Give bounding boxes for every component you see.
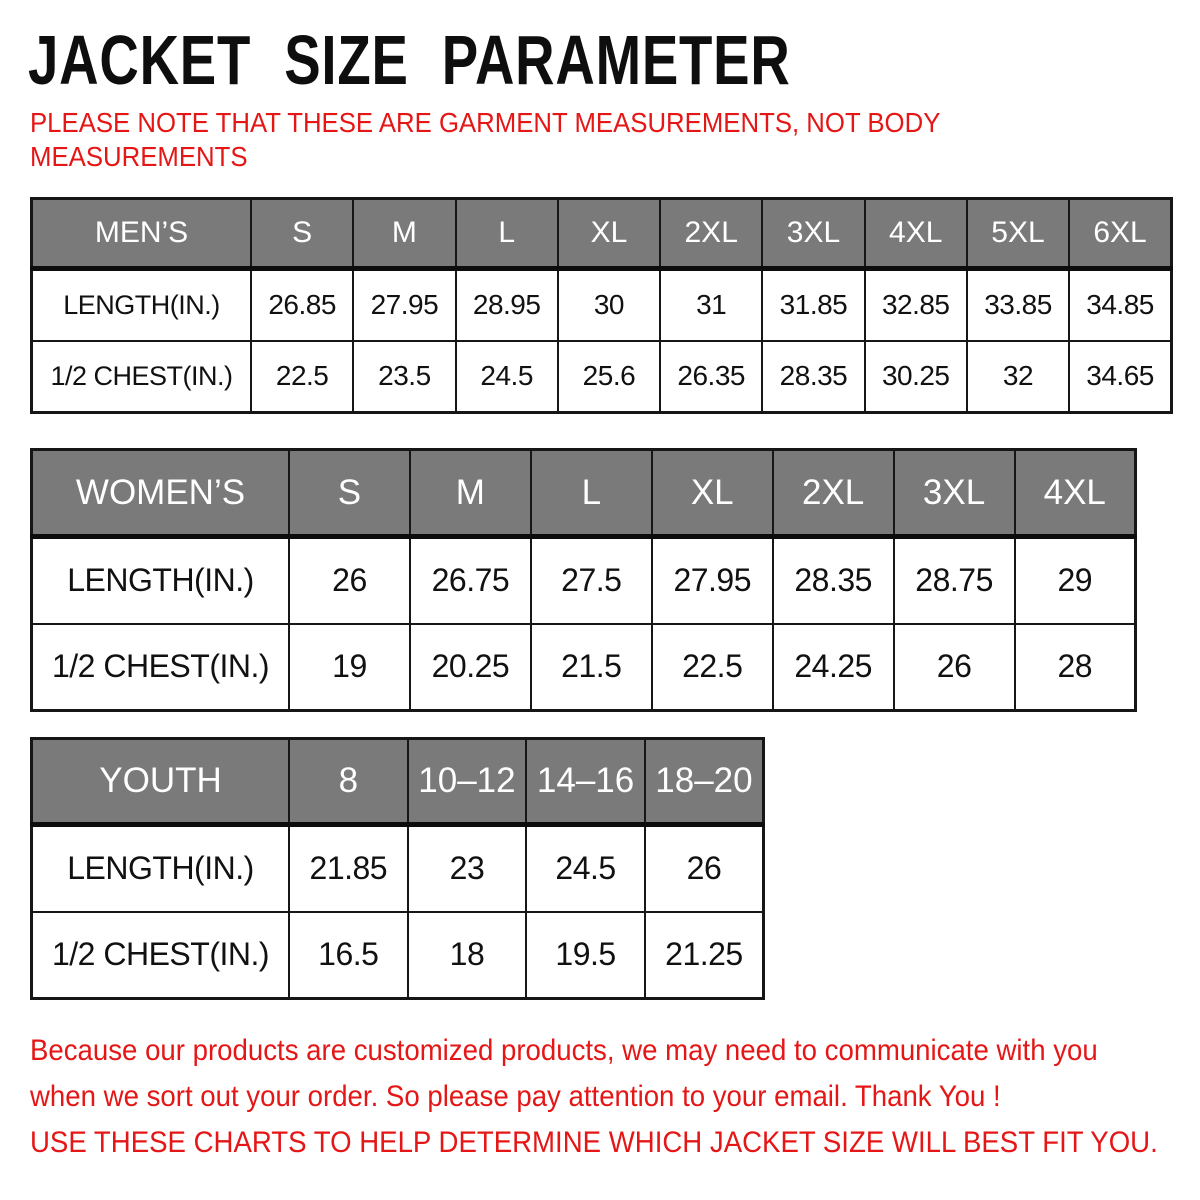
youth-size-table bbox=[30, 737, 765, 1000]
size-value-cell: 28 bbox=[1015, 624, 1136, 711]
note-line-2: MEASUREMENTS bbox=[30, 141, 248, 172]
size-value-cell: 19.5 bbox=[526, 912, 645, 999]
size-value-cell: 23.5 bbox=[353, 341, 455, 413]
size-value-cell: 21.25 bbox=[645, 912, 764, 999]
size-value-cell: 26.75 bbox=[410, 537, 531, 624]
size-value-cell: 26.85 bbox=[251, 269, 353, 341]
womens-size-table bbox=[30, 448, 1137, 712]
customization-notice-line-1: Because our products are customized products, we may need to communicate with you bbox=[30, 1034, 1098, 1067]
size-column-header: 10–12 bbox=[408, 739, 527, 825]
size-column-header: 3XL bbox=[894, 450, 1015, 537]
size-value-cell: 32 bbox=[967, 341, 1069, 413]
size-value-cell: 27.5 bbox=[531, 537, 652, 624]
note-line-1: PLEASE NOTE THAT THESE ARE GARMENT MEASUREMENTS, NOT BODY bbox=[30, 107, 941, 138]
size-column-header: 18–20 bbox=[645, 739, 764, 825]
measurement-row bbox=[32, 341, 1172, 413]
size-value-cell: 31 bbox=[660, 269, 762, 341]
size-value-cell: 28.35 bbox=[773, 537, 894, 624]
size-value-cell: 27.95 bbox=[652, 537, 773, 624]
size-column-header: 3XL bbox=[762, 199, 864, 269]
size-column-header: S bbox=[251, 199, 353, 269]
size-value-cell: 21.5 bbox=[531, 624, 652, 711]
size-column-header: 6XL bbox=[1069, 199, 1171, 269]
size-column-header: 4XL bbox=[865, 199, 967, 269]
size-value-cell: 22.5 bbox=[652, 624, 773, 711]
size-value-cell: 18 bbox=[408, 912, 527, 999]
size-value-cell: 22.5 bbox=[251, 341, 353, 413]
size-value-cell: 19 bbox=[289, 624, 410, 711]
size-column-header: XL bbox=[558, 199, 660, 269]
size-value-cell: 26 bbox=[894, 624, 1015, 711]
mens-header-row bbox=[32, 199, 1172, 269]
row-label: LENGTH(IN.) bbox=[32, 269, 252, 341]
size-value-cell: 20.25 bbox=[410, 624, 531, 711]
measurement-row bbox=[32, 624, 1136, 711]
mens-size-table bbox=[30, 197, 1173, 414]
size-column-header: 8 bbox=[289, 739, 408, 825]
size-value-cell: 28.35 bbox=[762, 341, 864, 413]
size-value-cell: 25.6 bbox=[558, 341, 660, 413]
measurement-row bbox=[32, 537, 1136, 624]
youth-table-title-cell: YOUTH bbox=[32, 739, 290, 825]
size-value-cell: 26 bbox=[289, 537, 410, 624]
row-label: 1/2 CHEST(IN.) bbox=[32, 912, 290, 999]
size-column-header: 2XL bbox=[660, 199, 762, 269]
size-column-header: 2XL bbox=[773, 450, 894, 537]
size-value-cell: 21.85 bbox=[289, 825, 408, 912]
size-column-header: 4XL bbox=[1015, 450, 1136, 537]
size-value-cell: 24.5 bbox=[526, 825, 645, 912]
size-column-header: 14–16 bbox=[526, 739, 645, 825]
size-value-cell: 27.95 bbox=[353, 269, 455, 341]
size-column-header: XL bbox=[652, 450, 773, 537]
youth-header-row bbox=[32, 739, 764, 825]
row-label: 1/2 CHEST(IN.) bbox=[32, 341, 252, 413]
size-value-cell: 29 bbox=[1015, 537, 1136, 624]
chart-usage-instruction: USE THESE CHARTS TO HELP DETERMINE WHICH JACKET SIZE WILL BEST FIT YOU. bbox=[30, 1126, 1158, 1159]
size-value-cell: 26.35 bbox=[660, 341, 762, 413]
size-value-cell: 34.65 bbox=[1069, 341, 1171, 413]
customization-notice bbox=[30, 1028, 1098, 1120]
size-value-cell: 24.25 bbox=[773, 624, 894, 711]
womens-table-title-cell: WOMEN’S bbox=[32, 450, 290, 537]
size-column-header: S bbox=[289, 450, 410, 537]
measurement-row bbox=[32, 269, 1172, 341]
row-label: 1/2 CHEST(IN.) bbox=[32, 624, 290, 711]
size-value-cell: 33.85 bbox=[967, 269, 1069, 341]
row-label: LENGTH(IN.) bbox=[32, 825, 290, 912]
size-column-header: M bbox=[410, 450, 531, 537]
size-value-cell: 28.95 bbox=[456, 269, 558, 341]
size-column-header: L bbox=[456, 199, 558, 269]
size-value-cell: 31.85 bbox=[762, 269, 864, 341]
size-column-header: M bbox=[353, 199, 455, 269]
size-value-cell: 32.85 bbox=[865, 269, 967, 341]
size-value-cell: 30 bbox=[558, 269, 660, 341]
garment-measurement-note bbox=[30, 106, 940, 174]
size-column-header: L bbox=[531, 450, 652, 537]
row-label: LENGTH(IN.) bbox=[32, 537, 290, 624]
size-value-cell: 24.5 bbox=[456, 341, 558, 413]
womens-header-row bbox=[32, 450, 1136, 537]
size-value-cell: 16.5 bbox=[289, 912, 408, 999]
size-value-cell: 28.75 bbox=[894, 537, 1015, 624]
size-value-cell: 34.85 bbox=[1069, 269, 1171, 341]
size-column-header: 5XL bbox=[967, 199, 1069, 269]
customization-notice-line-2: when we sort out your order. So please pay attention to your email. Thank You ! bbox=[30, 1080, 1001, 1113]
mens-table-title-cell: MEN’S bbox=[32, 199, 252, 269]
size-value-cell: 30.25 bbox=[865, 341, 967, 413]
size-value-cell: 26 bbox=[645, 825, 764, 912]
measurement-row bbox=[32, 912, 764, 999]
size-value-cell: 23 bbox=[408, 825, 527, 912]
measurement-row bbox=[32, 825, 764, 912]
page-title: JACKET SIZE PARAMETER bbox=[28, 21, 791, 99]
